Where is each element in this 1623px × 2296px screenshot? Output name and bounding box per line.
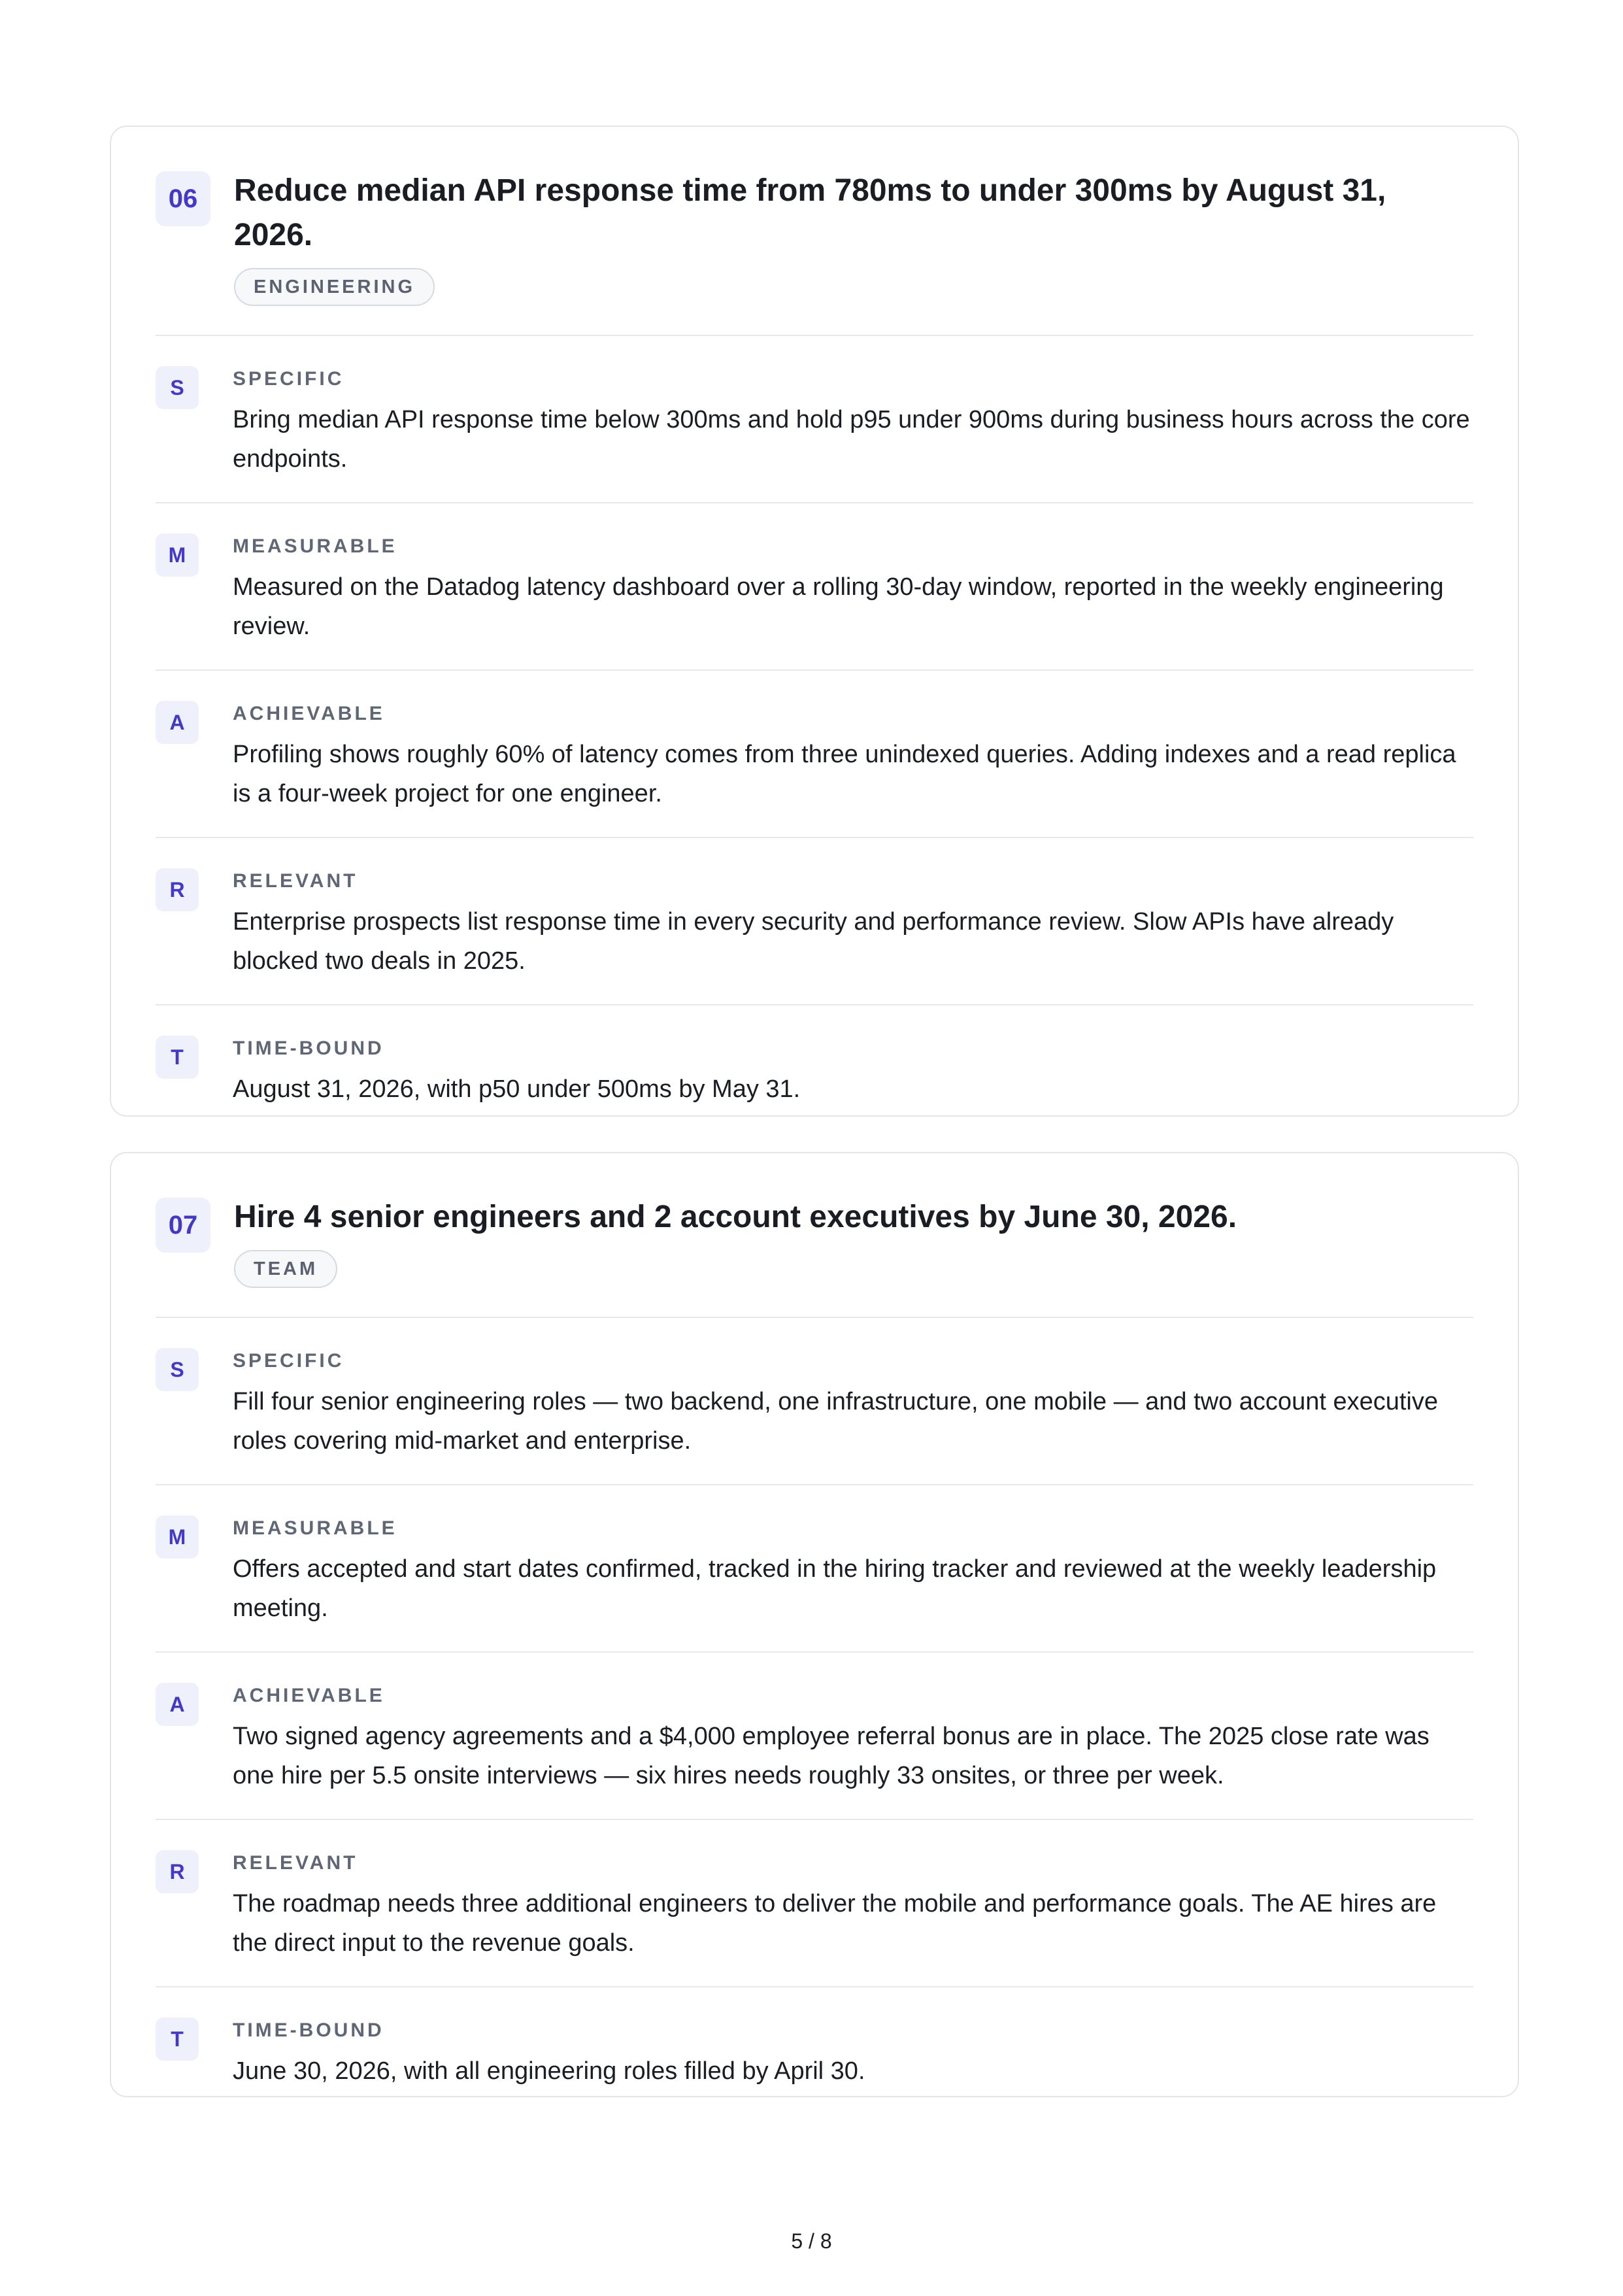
criterion-body	[233, 701, 1473, 813]
goal-category-tag: TEAM	[234, 1250, 337, 1288]
criterion-label: SPECIFIC	[233, 368, 344, 390]
criterion-specific	[156, 1318, 1473, 1485]
criterion-label: ACHIEVABLE	[233, 703, 385, 724]
criterion-body	[233, 2017, 1473, 2091]
criterion-description: The roadmap needs three additional engineers to deliver the mobile and performance goals. The AE hires are the direct input to the revenue goals.	[233, 1890, 1437, 1957]
criterion-letter-badge: A	[156, 701, 199, 744]
criterion-body	[233, 366, 1473, 479]
criterion-relevant	[156, 838, 1473, 1005]
goal-heading-group	[234, 1195, 1441, 1288]
criterion-letter-badge: T	[156, 1036, 199, 1079]
criterion-achievable	[156, 1653, 1473, 1820]
criterion-body	[233, 533, 1473, 646]
criterion-body	[233, 1683, 1473, 1795]
criterion-description: Offers accepted and start dates confirmed, tracked in the hiring tracker and reviewed at the weekly leadership meeting.	[233, 1555, 1437, 1622]
criterion-letter-badge: S	[156, 1348, 199, 1391]
criterion-label: RELEVANT	[233, 1852, 358, 1874]
goal-heading-group	[234, 169, 1441, 306]
criterion-description: Two signed agency agreements and a $4,000 employee referral bonus are in place. The 2025 close rate was one hire per 5.5 onsite interviews — six hires needs roughly 33 onsites, or three per week.	[233, 1723, 1430, 1789]
goal-card	[110, 1152, 1519, 2097]
criterion-description: June 30, 2026, with all engineering roles filled by April 30.	[233, 2057, 865, 2085]
criterion-label: SPECIFIC	[233, 1350, 344, 1372]
criterion-body	[233, 1515, 1473, 1628]
criterion-description: Measured on the Datadog latency dashboard over a rolling 30-day window, reported in the weekly engineering review.	[233, 573, 1444, 640]
criterion-description: Bring median API response time below 300ms and hold p95 under 900ms during business hours across the core endpoints.	[233, 406, 1470, 473]
criterion-label: MEASURABLE	[233, 535, 397, 557]
criterion-description: August 31, 2026, with p50 under 500ms by May 31.	[233, 1075, 801, 1103]
criterion-description: Profiling shows roughly 60% of latency comes from three unindexed queries. Adding indexes and a read replica is a four-week project for one engineer.	[233, 741, 1456, 807]
criterion-letter-badge: A	[156, 1683, 199, 1726]
criterion-letter-badge: R	[156, 868, 199, 911]
criterion-body	[233, 1348, 1473, 1460]
criterion-measurable	[156, 503, 1473, 671]
criterion-description: Fill four senior engineering roles — two backend, one infrastructure, one mobile — and two account executive roles covering mid-market and enterprise.	[233, 1388, 1438, 1455]
goal-card	[110, 126, 1519, 1117]
criterion-letter-badge: S	[156, 366, 199, 409]
criterion-measurable	[156, 1485, 1473, 1653]
criterion-label: MEASURABLE	[233, 1517, 397, 1539]
criterion-label: RELEVANT	[233, 870, 358, 892]
criterion-letter-badge: T	[156, 2017, 199, 2061]
goal-header	[111, 1153, 1518, 1288]
goal-number-badge: 07	[156, 1198, 210, 1253]
criterion-label: ACHIEVABLE	[233, 1685, 385, 1706]
criterion-letter-badge: R	[156, 1850, 199, 1893]
goal-header	[111, 127, 1518, 306]
criterion-body	[233, 1850, 1473, 1963]
criterion-label: TIME-BOUND	[233, 2019, 384, 2041]
criterion-achievable	[156, 671, 1473, 838]
page-number: 5 / 8	[791, 2229, 832, 2253]
goal-title: Hire 4 senior engineers and 2 account executives by June 30, 2026.	[234, 1200, 1237, 1234]
criterion-specific	[156, 336, 1473, 503]
criterion-letter-badge: M	[156, 1515, 199, 1559]
criterion-time-bound	[156, 1005, 1473, 1132]
criterion-description: Enterprise prospects list response time in every security and performance review. Slow APIs have already blocked two deals in 2025.	[233, 908, 1394, 975]
criterion-body	[233, 868, 1473, 981]
criterion-body	[233, 1036, 1473, 1109]
criterion-letter-badge: M	[156, 533, 199, 577]
criterion-relevant	[156, 1820, 1473, 1987]
goal-number-badge: 06	[156, 171, 210, 226]
goal-category-tag: ENGINEERING	[234, 268, 435, 306]
goal-title: Reduce median API response time from 780ms to under 300ms by August 31, 2026.	[234, 173, 1386, 252]
criterion-label: TIME-BOUND	[233, 1038, 384, 1059]
criterion-time-bound	[156, 1987, 1473, 2114]
